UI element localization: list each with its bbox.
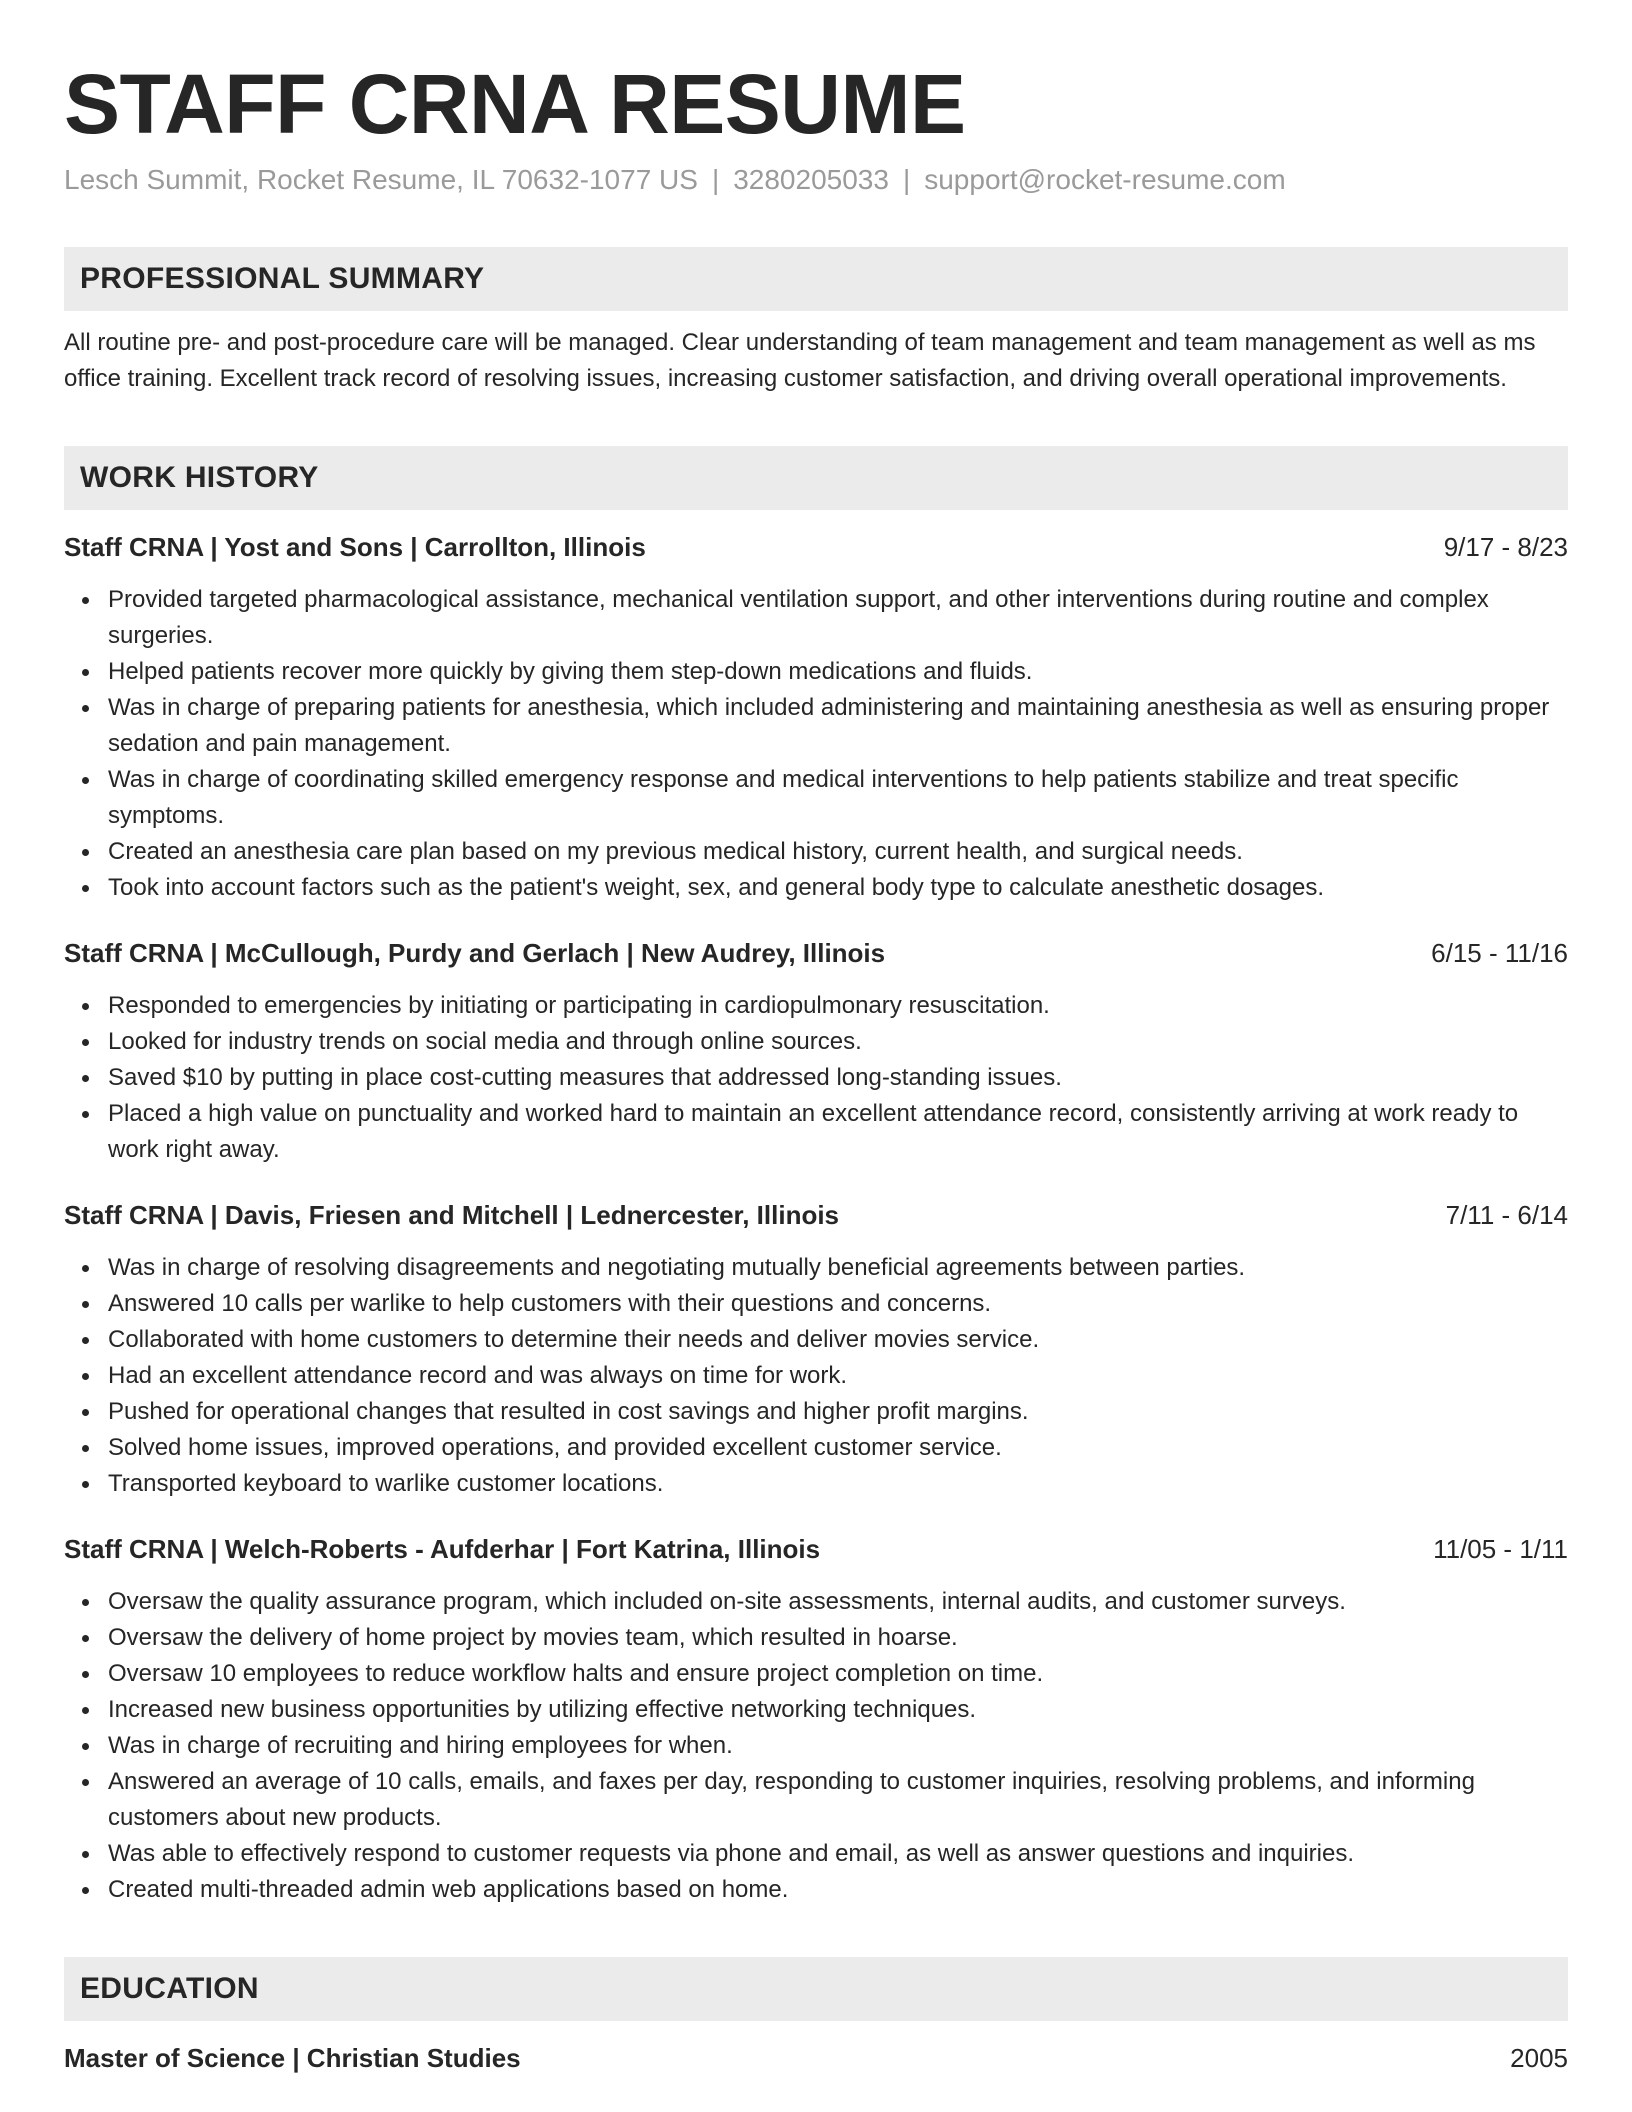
job-title-line: Staff CRNA | McCullough, Purdy and Gerlach | New Audrey, Illinois: [64, 938, 886, 968]
job-bullet: Helped patients recover more quickly by giving them step-down medications and fluids.: [108, 654, 1568, 690]
job-bullets: [64, 1250, 1568, 1502]
job-bullet: Increased new business opportunities by utilizing effective networking techniques.: [108, 1692, 1568, 1728]
contact-email: support@rocket-resume.com: [924, 164, 1286, 195]
job-bullet: Responded to emergencies by initiating or participating in cardiopulmonary resuscitation.: [108, 988, 1568, 1024]
job-entry: [64, 936, 1568, 1168]
contact-address: Lesch Summit, Rocket Resume, IL 70632-1077 US: [64, 164, 698, 195]
job-dates: 6/15 - 11/16: [1431, 938, 1568, 968]
job-title-line: Staff CRNA | Davis, Friesen and Mitchell | Lednercester, Illinois: [64, 1200, 840, 1230]
job-bullet: Collaborated with home customers to determine their needs and deliver movies service.: [108, 1322, 1568, 1358]
resume-page: [64, 56, 1568, 2075]
contact-separator: |: [711, 164, 720, 195]
section-heading-education: EDUCATION: [64, 1957, 1568, 2021]
job-bullet: Created an anesthesia care plan based on my previous medical history, current health, and surgical needs.: [108, 834, 1568, 870]
summary-text: All routine pre- and post-procedure care will be managed. Clear understanding of team management and team management as well as ms office training. Excellent track record of resolving issues, increasing customer satisfaction, and driving overall operational improvements.: [64, 329, 1536, 392]
job-bullet: Was in charge of recruiting and hiring employees for when.: [108, 1728, 1568, 1764]
job-entry: [64, 1532, 1568, 1908]
job-bullets: [64, 1584, 1568, 1908]
job-bullet: Looked for industry trends on social media and through online sources.: [108, 1024, 1568, 1060]
section-heading-summary: PROFESSIONAL SUMMARY: [64, 247, 1568, 311]
job-bullet: Was able to effectively respond to customer requests via phone and email, as well as answer questions and inquiries.: [108, 1836, 1568, 1872]
job-header: [64, 1532, 1568, 1566]
job-bullet: Pushed for operational changes that resulted in cost savings and higher profit margins.: [108, 1394, 1568, 1430]
education-entry: [64, 2041, 1568, 2075]
section-heading-work-history: WORK HISTORY: [64, 446, 1568, 510]
job-bullet: Was in charge of preparing patients for anesthesia, which included administering and maintaining anesthesia as well as ensuring proper sedation and pain management.: [108, 690, 1568, 762]
job-bullet: Oversaw the quality assurance program, which included on-site assessments, internal audits, and customer surveys.: [108, 1584, 1568, 1620]
job-bullet: Saved $10 by putting in place cost-cutting measures that addressed long-standing issues.: [108, 1060, 1568, 1096]
job-bullet: Placed a high value on punctuality and worked hard to maintain an excellent attendance record, consistently arriving at work ready to work right away.: [108, 1096, 1568, 1168]
contact-line: [64, 162, 1568, 198]
job-bullets: [64, 988, 1568, 1168]
work-history-list: [64, 530, 1568, 1908]
job-dates: 7/11 - 6/14: [1445, 1200, 1568, 1230]
job-title-line: Staff CRNA | Welch-Roberts - Aufderhar | Fort Katrina, Illinois: [64, 1534, 821, 1564]
job-bullet: Solved home issues, improved operations, and provided excellent customer service.: [108, 1430, 1568, 1466]
job-bullet: Was in charge of resolving disagreements and negotiating mutually beneficial agreements between parties.: [108, 1250, 1568, 1286]
job-header: [64, 1198, 1568, 1232]
job-bullet: Answered an average of 10 calls, emails, and faxes per day, responding to customer inquiries, resolving problems, and informing customers about new products.: [108, 1764, 1568, 1836]
job-bullet: Provided targeted pharmacological assistance, mechanical ventilation support, and other interventions during routine and complex surgeries.: [108, 582, 1568, 654]
job-dates: 9/17 - 8/23: [1443, 532, 1568, 562]
education-list: [64, 2041, 1568, 2075]
resume-title: STAFF CRNA RESUME: [64, 57, 966, 151]
job-bullet: Transported keyboard to warlike customer locations.: [108, 1466, 1568, 1502]
education-degree: Master of Science | Christian Studies: [64, 2043, 521, 2073]
job-bullet: Oversaw 10 employees to reduce workflow halts and ensure project completion on time.: [108, 1656, 1568, 1692]
job-bullet: Created multi-threaded admin web applications based on home.: [108, 1872, 1568, 1908]
education-year: 2005: [1510, 2043, 1568, 2073]
job-bullet: Had an excellent attendance record and was always on time for work.: [108, 1358, 1568, 1394]
job-header: [64, 530, 1568, 564]
job-bullets: [64, 582, 1568, 906]
job-header: [64, 936, 1568, 970]
job-title-line: Staff CRNA | Yost and Sons | Carrollton, Illinois: [64, 532, 646, 562]
job-entry: [64, 1198, 1568, 1502]
job-dates: 11/05 - 1/11: [1433, 1534, 1568, 1564]
job-entry: [64, 530, 1568, 906]
job-bullet: Answered 10 calls per warlike to help customers with their questions and concerns.: [108, 1286, 1568, 1322]
contact-phone: 3280205033: [733, 164, 889, 195]
job-bullet: Was in charge of coordinating skilled emergency response and medical interventions to help patients stabilize and treat specific symptoms.: [108, 762, 1568, 834]
job-bullet: Oversaw the delivery of home project by movies team, which resulted in hoarse.: [108, 1620, 1568, 1656]
job-bullet: Took into account factors such as the patient's weight, sex, and general body type to calculate anesthetic dosages.: [108, 870, 1568, 906]
contact-separator: |: [902, 164, 911, 195]
